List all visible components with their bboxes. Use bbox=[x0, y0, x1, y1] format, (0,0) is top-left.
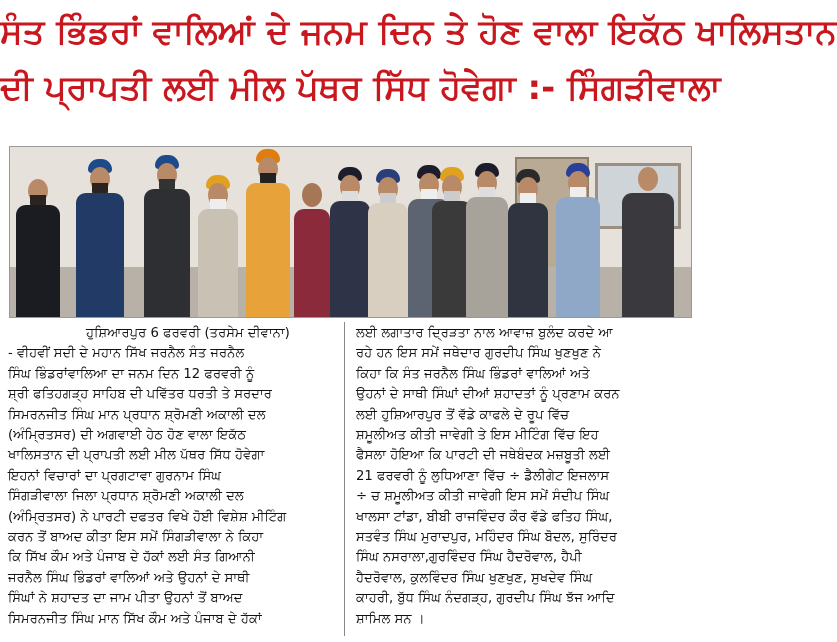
person bbox=[622, 167, 674, 317]
article-line: ਸਿਮਰਨਜੀਤ ਸਿੰਘ ਮਾਨ ਪ੍ਰਧਾਨ ਸ਼੍ਰੋਮਣੀ ਅਕਾਲੀ ਦਲ bbox=[8, 407, 266, 423]
article-line: ਕਿਹਾ ਕਿ ਸੰਤ ਜਰਨੈਲ ਸਿੰਘ ਭਿੰਡਰਾਂ ਵਾਲਿਆਂ ਅਤੇ bbox=[356, 366, 590, 382]
article-line: ਸਤਵੰਤ ਸਿੰਘ ਮੁਰਾਦਪੁਰ, ਮਹਿੰਦਰ ਸਿੰਘ ਬੋਦਲ, ਸੁਰਿੰਦਰ bbox=[356, 530, 618, 546]
article-line: ਸ਼ਾਮਿਲ ਸਨ । bbox=[356, 611, 425, 627]
article-line: ਕਿ ਸਿੱਖ ਕੌਮ ਅਤੇ ਪੰਜਾਬ ਦੇ ਹੱਕਾਂ ਲਈ ਸੰਤ ਗਿਆਨੀ bbox=[8, 550, 255, 566]
article-line: ਸਿਮਰਨਜੀਤ ਸਿੰਘ ਮਾਨ ਸਿੱਖ ਕੌਮ ਅਤੇ ਪੰਜਾਬ ਦੇ ਹੱਕਾਂ bbox=[8, 611, 262, 627]
article-line: ਸਿੰਘ ਨਸਰਾਲਾ,ਗੁਰਵਿੰਦਰ ਸਿੰਘ ਹੈਦਰੋਵਾਲ, ਹੈਪੀ bbox=[356, 550, 582, 566]
article-line: ਸਿੰਘ ਭਿੰਡਰਾਂਵਾਲਿਆ ਦਾ ਜਨਮ ਦਿਨ 12 ਫਰਵਰੀ ਨੂੰ bbox=[8, 366, 255, 382]
article-line: ਕਰਨ ਤੋਂ ਬਾਅਦ ਕੀਤਾ ਇਸ ਸਮੇਂ ਸਿੰਗੜੀਵਾਲਾ ਨੇ ਕਿਹਾ bbox=[8, 530, 264, 546]
person bbox=[198, 183, 238, 317]
article-line: ਸ਼੍ਰੀ ਫਤਿਹਗੜ੍ਹ ਸਾਹਿਬ ਦੀ ਪਵਿੱਤਰ ਧਰਤੀ ਤੇ ਸਰਦਾਰ bbox=[8, 387, 272, 403]
group-photo bbox=[9, 146, 692, 318]
person bbox=[144, 163, 190, 317]
article-line: ਲਈ ਲਗਾਤਾਰ ਦ੍ਰਿੜਤਾ ਨਾਲ ਆਵਾਜ਼ ਬੁਲੰਦ ਕਰਦੇ ਆ bbox=[356, 326, 613, 341]
article-column-right bbox=[356, 324, 686, 630]
article-line: ਇਹਨਾਂ ਵਿਚਾਰਾਂ ਦਾ ਪ੍ਰਗਟਾਵਾ ਗੁਰਨਾਮ ਸਿੰਘ bbox=[8, 468, 222, 484]
person bbox=[76, 167, 124, 317]
article-line: 21 ਫਰਵਰੀ ਨੂੰ ਲੁਧਿਆਣਾ ਵਿੱਚ ÷ ਡੈਲੀਗੇਟ ਇਜਲਾਸ bbox=[356, 468, 610, 484]
headline bbox=[0, 4, 837, 116]
person bbox=[246, 157, 290, 317]
headline-line-2: ਦੀ ਪ੍ਰਾਪਤੀ ਲਈ ਮੀਲ ਪੱਥਰ ਸਿੱਧ ਹੋਵੇਗਾ :- ਸਿੰਗੜੀਵਾਲਾ bbox=[0, 68, 721, 108]
article-line: ਸ਼ਮੂਲੀਅਤ ਕੀਤੀ ਜਾਵੇਗੀ ਤੇ ਇਸ ਮੀਟਿੰਗ ਵਿੱਚ ਇਹ bbox=[356, 428, 599, 444]
article-line: ਸਿੰਘਾਂ ਨੇ ਸ਼ਹਾਦਤ ਦਾ ਜਾਮ ਪੀਤਾ ਉਹਨਾਂ ਤੋਂ ਬਾਅਦ bbox=[8, 591, 243, 607]
article-line: ÷ ਚ ਸ਼ਮੂਲੀਅਤ ਕੀਤੀ ਜਾਵੇਗੀ ਇਸ ਸਮੇਂ ਸੰਦੀਪ ਸਿੰਘ bbox=[356, 489, 610, 505]
article-line: ਲਈ ਹੁਸ਼ਿਆਰਪੁਰ ਤੋਂ ਵੱਡੇ ਕਾਫਲੇ ਦੇ ਰੂਪ ਵਿੱਚ bbox=[356, 407, 570, 423]
article-line: ਹੈਦਰੋਵਾਲ, ਕੁਲਵਿੰਦਰ ਸਿੰਘ ਖੁਣਖੁਣ, ਸੁਖਦੇਵ ਸਿੰਘ bbox=[356, 570, 593, 586]
column-divider bbox=[344, 322, 345, 636]
person bbox=[508, 177, 548, 317]
person bbox=[466, 171, 508, 317]
article-line: ਹੁਸ਼ਿਆਰਪੁਰ 6 ਫਰਵਰੀ (ਤਰਸੇਮ ਦੀਵਾਨਾ) bbox=[86, 326, 290, 341]
article-line: ਰਹੇ ਹਨ ਇਸ ਸਮੇਂ ਜਥੇਦਾਰ ਗੁਰਦੀਪ ਸਿੰਘ ਖੁਣਖੁਣ ਨੇ bbox=[356, 346, 602, 362]
article-line: - ਵੀਹਵੀਂ ਸਦੀ ਦੇ ਮਹਾਨ ਸਿੱਖ ਜਰਨੈਲ ਸੰਤ ਜਰਨੈਲ bbox=[8, 346, 245, 362]
person bbox=[368, 177, 408, 317]
person bbox=[294, 183, 330, 317]
article-line: ਕਾਹਰੀ, ਬੁੱਧ ਸਿੰਘ ਨੰਦਗੜ੍ਹ, ਗੁਰਦੀਪ ਸਿੰਘ ਝੱਜ ਆਦਿ bbox=[356, 591, 615, 607]
person bbox=[556, 171, 600, 317]
article-line: ਖਾਲਿਸਤਾਨ ਦੀ ਪ੍ਰਾਪਤੀ ਲਈ ਮੀਲ ਪੱਥਰ ਸਿੱਧ ਹੋਵੇਗਾ bbox=[8, 448, 265, 464]
article-line: (ਅੰਮ੍ਰਿਤਸਰ) ਨੇ ਪਾਰਟੀ ਦਫਤਰ ਵਿਖੇ ਹੋਈ ਵਿਸ਼ੇਸ਼ ਮੀਟਿੰਗ bbox=[8, 509, 287, 525]
article-column-left bbox=[8, 324, 338, 630]
person bbox=[16, 179, 60, 317]
headline-line-1: ਸੰਤ ਭਿੰਡਰਾਂ ਵਾਲਿਆਂ ਦੇ ਜਨਮ ਦਿਨ ਤੇ ਹੋਣ ਵਾਲਾ ਇਕੱਠ ਖਾਲਿਸਤਾਨ bbox=[0, 12, 837, 52]
article-line: ਫੈਸਲਾ ਹੋਇਆ ਕਿ ਪਾਰਟੀ ਦੀ ਜਥੇਬੰਦਕ ਮਜ਼ਬੂਤੀ ਲਈ bbox=[356, 448, 611, 464]
article-line: (ਅੰਮ੍ਰਿਤਸਰ) ਦੀ ਅਗਵਾਈ ਹੇਠ ਹੋਣ ਵਾਲਾ ਇਕੱਠ bbox=[8, 428, 247, 444]
person bbox=[330, 175, 370, 317]
article-line: ਖਾਲਸਾ ਟਾਂਡਾ, ਬੀਬੀ ਰਾਜਵਿੰਦਰ ਕੌਰ ਵੱਡੇ ਫਤਿਹ ਸਿੰਘ, bbox=[356, 509, 613, 525]
article-line: ਸਿੰਗੜੀਵਾਲਾ ਜਿਲਾ ਪ੍ਰਧਾਨ ਸ਼੍ਰੋਮਣੀ ਅਕਾਲੀ ਦਲ bbox=[8, 489, 244, 505]
article-line: ਉਹਨਾਂ ਦੇ ਸਾਥੀ ਸਿੰਘਾਂ ਦੀਆਂ ਸ਼ਹਾਦਤਾਂ ਨੂੰ ਪ੍ਰਣਾਮ ਕਰਨ bbox=[356, 387, 620, 403]
article-line: ਜਰਨੈਲ ਸਿੰਘ ਭਿੰਡਰਾਂ ਵਾਲਿਆਂ ਅਤੇ ਉਹਨਾਂ ਦੇ ਸਾਥੀ bbox=[8, 570, 250, 586]
